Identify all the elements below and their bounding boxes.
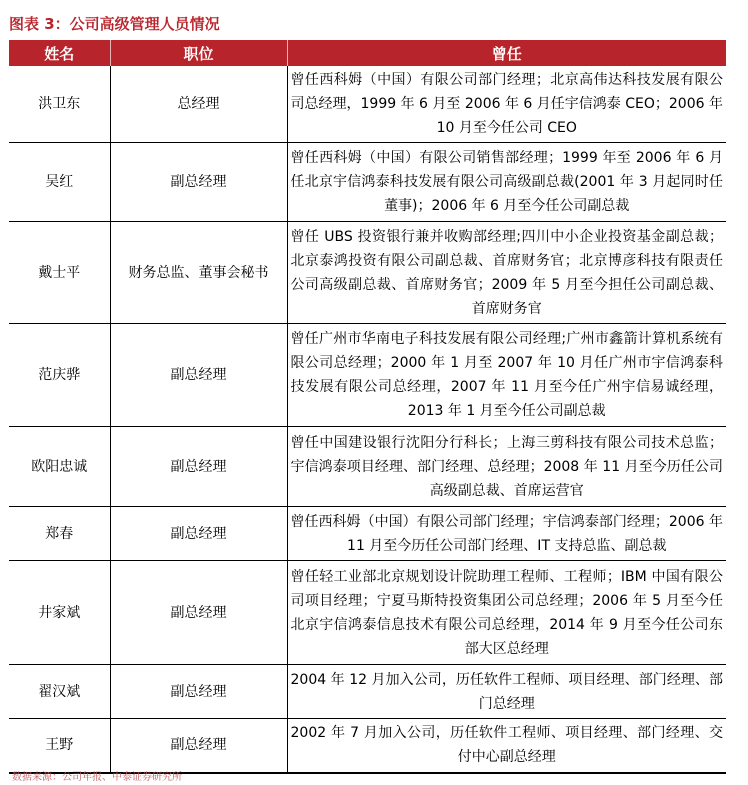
- table-row: [9, 143, 726, 222]
- cell-position: 副总经理: [110, 324, 287, 427]
- cell-position: 总经理: [110, 66, 287, 143]
- table-row: [9, 507, 726, 561]
- cell-position: 副总经理: [110, 719, 287, 773]
- header-position: 职位: [110, 40, 287, 66]
- header-name: 姓名: [9, 40, 110, 66]
- cell-name: 井家斌: [9, 561, 110, 665]
- source-note: 数据来源：公司年报、中泰证券研究所: [12, 772, 182, 783]
- table-row: [9, 561, 726, 665]
- cell-name: 翟汉斌: [9, 665, 110, 719]
- cell-experience: 2004 年 12 月加入公司，历任软件工程师、项目经理、部门经理、部门总经理: [287, 665, 726, 719]
- cell-position: 财务总监、董事会秘书: [110, 222, 287, 324]
- cell-experience: 曾任西科姆（中国）有限公司部门经理；宇信鸿泰部门经理；2006 年 11 月至今历任公司部门经理、IT 支持总监、副总裁: [287, 507, 726, 561]
- cell-experience: 曾任 UBS 投资银行兼并收购部经理;四川中小企业投资基金副总裁；北京泰鸿投资有限公司副总裁、首席财务官；北京博彦科技有限责任公司高级副总裁、首席财务官；2009 年 5 月至今担任公司副总裁、首席财务官: [287, 222, 726, 324]
- cell-name: 洪卫东: [9, 66, 110, 143]
- cell-experience: 曾任西科姆（中国）有限公司销售部经理；1999 年至 2006 年 6 月任北京宇信鸿泰科技发展有限公司高级副总裁(2001 年 3 月起同时任董事)；2006 年 6 月至今任公司副总裁: [287, 143, 726, 222]
- executive-table: [9, 40, 726, 774]
- table-row: [9, 427, 726, 507]
- cell-name: 范庆骅: [9, 324, 110, 427]
- cell-experience: 曾任中国建设银行沈阳分行科长；上海三剪科技有限公司技术总监；宇信鸿泰项目经理、部门经理、总经理；2008 年 11 月至今历任公司高级副总裁、首席运营官: [287, 427, 726, 507]
- cell-name: 吴红: [9, 143, 110, 222]
- cell-position: 副总经理: [110, 507, 287, 561]
- cell-name: 郑春: [9, 507, 110, 561]
- cell-name: 王野: [9, 719, 110, 773]
- cell-position: 副总经理: [110, 665, 287, 719]
- table-row: [9, 665, 726, 719]
- table-row: [9, 719, 726, 773]
- cell-experience: 2002 年 7 月加入公司，历任软件工程师、项目经理、部门经理、交付中心副总经理: [287, 719, 726, 773]
- cell-experience: 曾任广州市华南电子科技发展有限公司经理;广州市鑫箭计算机系统有限公司总经理；2000 年 1 月至 2007 年 10 月任广州市宇信鸿泰科技发展有限公司总经理，2007 年 11 月至今任广州宇信易诚经理，2013 年 1 月至今任公司副总裁: [287, 324, 726, 427]
- header-experience: 曾任: [287, 40, 726, 66]
- table-row: [9, 222, 726, 324]
- cell-name: 戴士平: [9, 222, 110, 324]
- cell-position: 副总经理: [110, 561, 287, 665]
- figure-title: 图表 3：公司高级管理人员情况: [9, 15, 220, 33]
- table-row: [9, 324, 726, 427]
- cell-experience: 曾任西科姆（中国）有限公司部门经理；北京高伟达科技发展有限公司总经理，1999 年 6 月至 2006 年 6 月任宇信鸿泰 CEO；2006 年 10 月至今任公司 CEO: [287, 66, 726, 143]
- table-row: [9, 66, 726, 143]
- cell-name: 欧阳忠诚: [9, 427, 110, 507]
- table-header-row: [9, 40, 726, 66]
- cell-position: 副总经理: [110, 143, 287, 222]
- cell-position: 副总经理: [110, 427, 287, 507]
- cell-experience: 曾任轻工业部北京规划设计院助理工程师、工程师；IBM 中国有限公司项目经理；宁夏马斯特投资集团公司总经理；2006 年 5 月至今任北京宇信鸿泰信息技术有限公司总经理，2014 年 9 月至今任公司东部大区总经理: [287, 561, 726, 665]
